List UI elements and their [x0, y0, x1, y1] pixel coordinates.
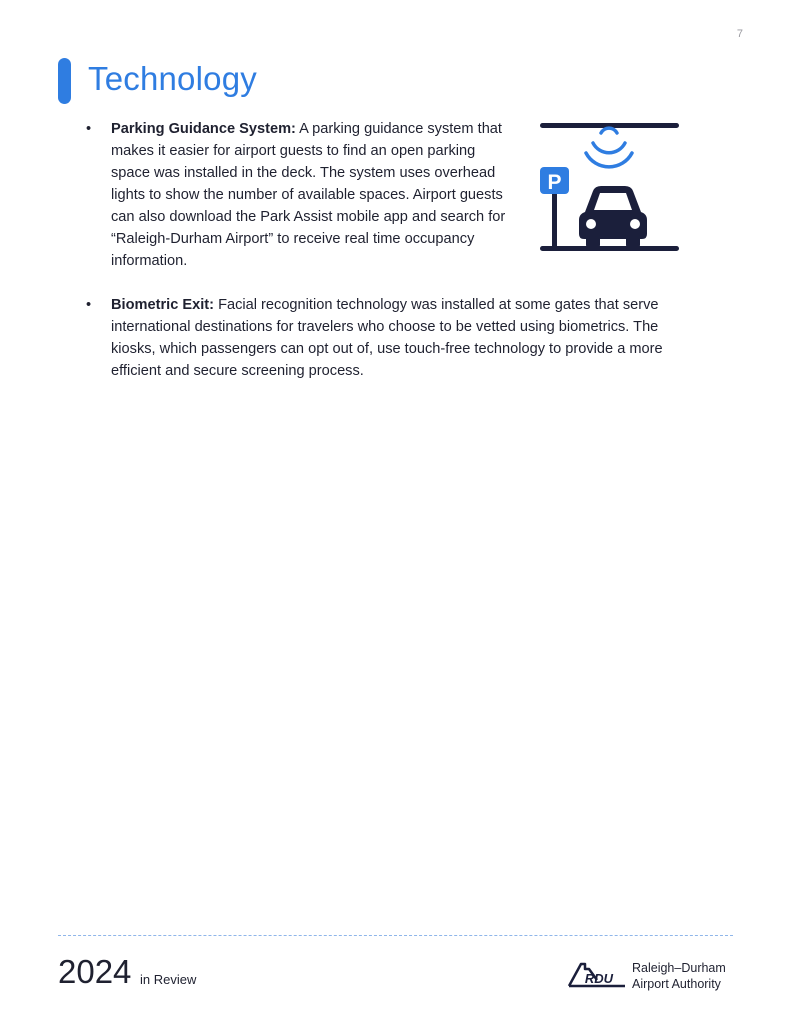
bullet-term: Parking Guidance System:: [111, 121, 296, 137]
bullet-dot: •: [86, 297, 92, 313]
title-accent-bar: [58, 58, 71, 104]
rdu-logo-icon: [567, 960, 627, 988]
parking-sign-letter: P: [547, 171, 562, 194]
footer-subtitle: in Review: [140, 972, 197, 987]
bullet-text: Facial recognition technology was installed at some gates that serve international destinations for travelers who choose to be vetted using biometrics. The kiosks, which passengers can opt out of, use touch-free technology to provide a more efficient and secure screening process.: [111, 297, 663, 379]
bullet-term: Biometric Exit:: [111, 297, 214, 313]
car-windshield: [594, 193, 632, 210]
signal-wave-icon: [593, 143, 625, 153]
footer-divider: [58, 935, 733, 936]
page-number: 7: [736, 28, 743, 40]
bullet-body: [111, 294, 691, 382]
car-headlight-right: [630, 219, 640, 229]
org-name-line-1: Raleigh–Durham: [632, 961, 726, 975]
logo-text: RDU: [584, 971, 614, 986]
bullet-body: [111, 118, 506, 272]
bullet-dot: •: [86, 121, 92, 137]
page-title: Technology: [88, 60, 257, 97]
footer-year: 2024: [58, 953, 132, 990]
bullet-text: A parking guidance system that makes it easier for airport guests to find an open parking space was installed in the deck. The system uses overhead lights to show the number of available spaces. Airport guests can also download the Park Assist mobile app and search for “Raleigh-Durham Airport” to receive real time occupancy information.: [111, 121, 506, 269]
signal-wave-icon: [601, 128, 617, 133]
parking-sign-pole: [552, 194, 557, 248]
signal-wave-icon: [586, 153, 632, 167]
org-name-line-2: Airport Authority: [632, 977, 721, 991]
floor-line: [540, 246, 679, 251]
car-headlight-left: [586, 219, 596, 229]
parking-car-sensor-icon: [538, 120, 680, 256]
footer-organization: [632, 960, 726, 992]
